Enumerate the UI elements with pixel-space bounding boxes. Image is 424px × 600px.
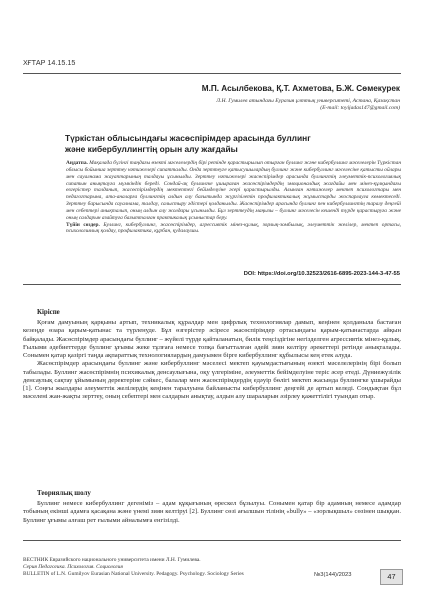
keywords-label: Түйін сөздер. bbox=[66, 221, 100, 228]
keywords-text: Буллинг, кибербуллинг, жасөспірімдер, агрессивтік мінез-құлық, зорлық-зомбылық, әлеуметтік желілер, мектеп ортасы, психологиялық қолдау, профилактика, құрбан, қудалаушы. bbox=[66, 221, 401, 235]
affiliation bbox=[100, 98, 400, 112]
keywords bbox=[66, 222, 401, 236]
abstract-text: Мақалада бүгінгі таңдағы өзекті мәселелердің бірі ретінде қарастырылып отырған буллинг және кибербуллинг мәселелерін Түркістан облысы бойынша зерттеу нәтижелері сипатталды. Онда зерттеуге қатысушылардың буллинг және кибербуллинг мәселесіне қатысты ойлары мен сауалнама жауаптарының талдауы ұсынылды. Зерттеу нәтижелері жасөспірімдер арасында буллингтің әлеуметтік-психологиялық сипатын анықтауға мүмкіндік береді. Сондай-ақ буллингке ұшыраған жасөспірімдердің эмоционалдық жағдайы мен мінез-құлқындағы өзгерістер талданып, жасөспірімдердің мектептегі бейімделуіне әсері қарастырылды. Алынған нәтижелер мектеп психологтары мен педагогтарына, ата-аналарға буллингтің алдын алу бағытында жүргізілетін профилактикалық жұмыстарды жоспарлауға көмектеседі. Зерттеу барысында сауалнама, талдау, салыстыру әдістері қолданылды. Жасөспірімдер арасында буллинг пен кибербуллингтің таралу деңгейі мен себептері анықталып, оның алдын алу жолдары ұсынылды. Бұл зерттеудің маңызы – буллинг мәселесін кешенді түрде қарастыруға және оның салдарын азайтуға бағытталған практикалық ұсыныстар беру. bbox=[66, 160, 401, 221]
theory-heading: Теориялық шолу bbox=[37, 490, 91, 497]
footer-rule bbox=[23, 540, 401, 541]
abstract-body bbox=[66, 160, 401, 222]
theory-body bbox=[23, 500, 401, 533]
affiliation-line: Л.Н. Гумилев атындағы Еуразия ұлттық университеті, Астана, Қазақстан bbox=[216, 98, 400, 104]
page-number: 47 bbox=[380, 569, 403, 585]
irstar-code: ХҒТАР 14.15.15 bbox=[23, 58, 76, 67]
issue-number: №3(144)/2023 bbox=[314, 572, 352, 578]
doi-link[interactable]: DOI: https://doi.org/10.32523/2616-6895-2023-144-3-47-55 bbox=[243, 271, 400, 277]
abstract-label: Аңдатпа. bbox=[66, 160, 88, 166]
header-rule bbox=[23, 73, 401, 74]
affiliation-email: (E-mail: toyijadas147@gmail.com) bbox=[320, 105, 400, 112]
intro-body bbox=[23, 319, 401, 469]
authors: М.П. Асылбекова, Қ.Т. Ахметова, Б.Ж. Сөмекурек bbox=[201, 84, 400, 93]
theory-paragraph-1: Буллинг немесе кибербуллинг дегеніміз – адам құқығының өрескел бұзылуы. Сонымен қатар бір адамның немесе адамдар тобының екінші адамға қасақана және үнемі зиян келтіруі [2]. Буллинг сөзі ағылшын тілінің «bully» – «зорлықшыл» сөзінен шыққан. Буллинг ұғымы алғаш рет ғылыми айналымға енгізілді. bbox=[23, 500, 401, 524]
article-title bbox=[65, 133, 365, 155]
intro-paragraph-2: Жасөспірімдер арасындағы буллинг және кибербуллинг мәселесі мектеп қауымдастығының өзекті мәселелерінің бірі болып табылады. Буллинг жасөспірімнің психикалық денсаулығына, оқу үлгеріміне, әлеуметтік бейімделуіне теріс әсер етеді. Дүниежүзілік денсаулық сақтау ұйымының деректеріне сәйкес, балалар мен жасөспірімдердің едәуір бөлігі мектеп жасында буллингке ұшырайды [1]. Соңғы жылдары әлеуметтік желілердің кеңінен таралуына байланысты кибербуллинг деңгейі де артып келеді. Сондықтан бұл мәселені жан-жақты зерттеу, оның себептері мен салдарын анықтау, алдын алу шараларын әзірлеу қажеттілігі туындап отыр. bbox=[23, 360, 401, 401]
journal-footer bbox=[23, 557, 273, 578]
abstract bbox=[66, 160, 401, 266]
footer-line-1: ВЕСТНИК Евразийского национального университета имени Л.Н. Гумилева. bbox=[23, 557, 201, 563]
intro-heading: Кіріспе bbox=[37, 309, 60, 316]
doi-rule bbox=[23, 284, 401, 285]
title-line-1: Түркістан облысындағы жасөспірімдер арасында буллинг bbox=[65, 133, 311, 143]
footer-line-3: BULLETIN of L.N. Gumilyov Eurasian National University. Pedagogy. Psychology. Sociology Series bbox=[23, 571, 244, 577]
intro-paragraph-1: Қоғам дамуының қарқыны артып, техникалық құралдар мен цифрлық технологиялар дамып, кеңінен қолданыла бастаған кезеңде өзара қарым-қатынас та түрленуде. Бұл өзгерістер әсіресе жасөспірімдер ортасындағы қарым-қатынастарда айқын байқалады. Жасөспірімдер арасындағы буллинг – жүйелі түрде қайталанатын, билік теңсіздігіне негізделген агрессивтік мінез-құлық. Ғылыми әдебиеттерде буллинг ұғымы жеке тұлғаға немесе топқа бағытталған әдейі зиян келтіру әрекеттері ретінде анықталады. Сонымен қатар қазіргі таңда ақпараттық технологиялардың дамуымен бірге кибербуллинг құбылысы кең етек алуда. bbox=[23, 319, 401, 359]
footer-line-2: Серия Педагогика. Психология. Социология bbox=[23, 564, 123, 570]
title-line-2: және кибербуллингтің орын алу жағдайы bbox=[65, 144, 238, 154]
